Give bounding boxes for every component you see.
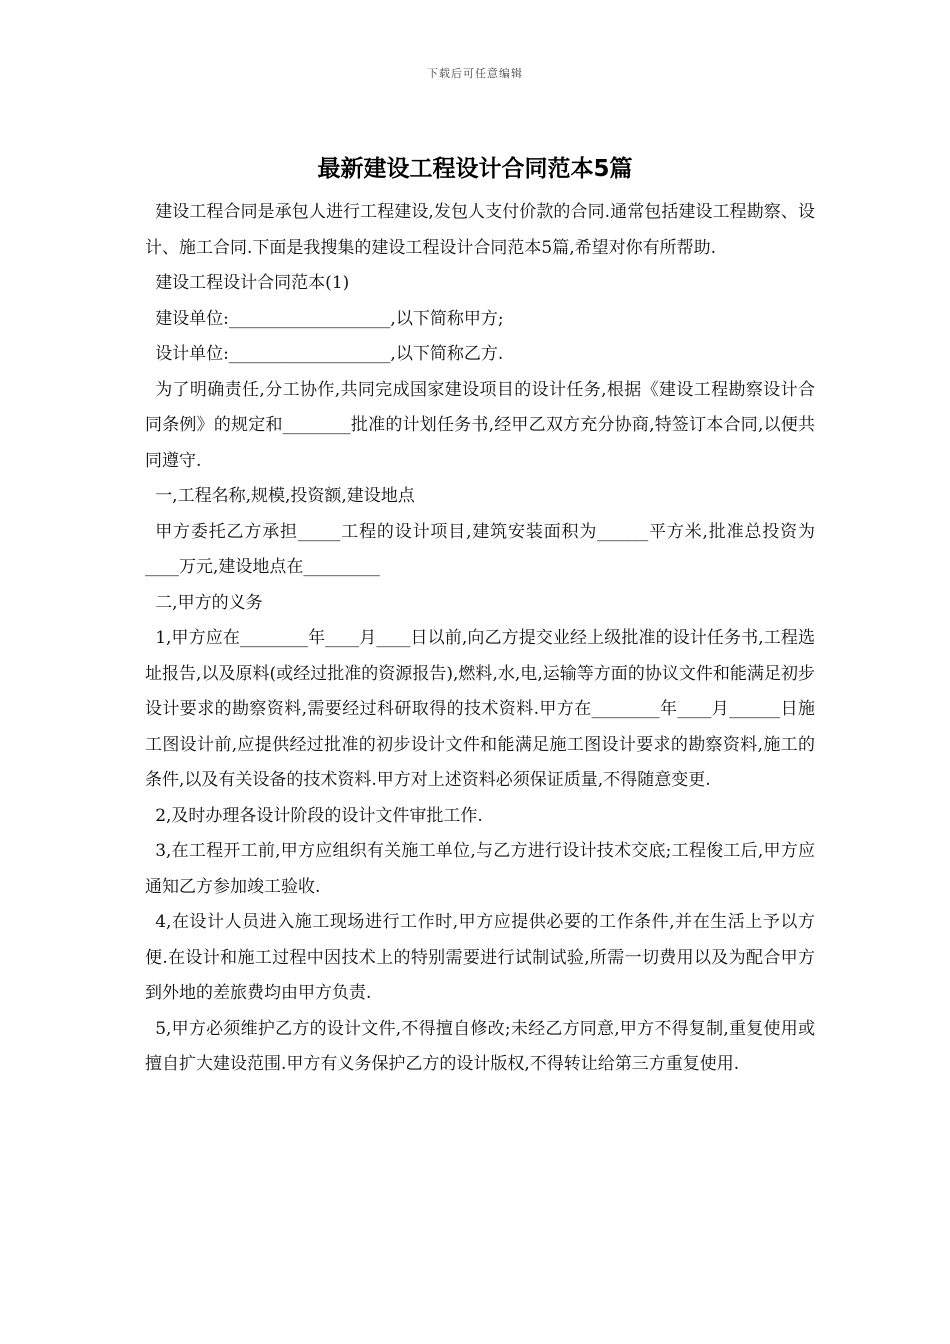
clause-3-paragraph: 3,在工程开工前,甲方应组织有关施工单位,与乙方进行设计技术交底;工程俊工后,甲方应通知乙方参加竣工验收. <box>145 841 815 897</box>
party-b-line: 设计单位:___________________,以下简称乙方. <box>155 344 504 364</box>
page-header-note: 下载后可任意编辑 <box>427 67 523 80</box>
clause-2-paragraph: 2,及时办理各设计阶段的设计文件审批工作. <box>155 805 483 826</box>
section-heading-2: 二,甲方的义务 <box>155 592 263 613</box>
contract-heading: 建设工程设计合同范本(1) <box>155 273 350 293</box>
clause-5-paragraph: 5,甲方必须维护乙方的设计文件,不得擅自修改;未经乙方同意,甲方不得复制,重复使用或擅自扩大建设范围.甲方有义务保护乙方的设计版权,不得转让给第三方重复使用. <box>145 1018 815 1074</box>
party-a-line: 建设单位:___________________,以下简称甲方; <box>155 308 504 329</box>
document-body <box>145 195 815 1083</box>
intro-paragraph: 建设工程合同是承包人进行工程建设,发包人支付价款的合同.通常包括建设工程勘察、设计、施工合同.下面是我搜集的建设工程设计合同范本5篇,希望对你有所帮助. <box>145 202 815 258</box>
section-heading-1: 一,工程名称,规模,投资额,建设地点 <box>155 486 415 506</box>
section-1-paragraph: 甲方委托乙方承担_____工程的设计项目,建筑安装面积为______平方米,批准总投资为____万元,建设地点在_________ <box>145 521 815 577</box>
document-title: 最新建设工程设计合同范本5篇 <box>317 156 633 182</box>
preamble-paragraph: 为了明确责任,分工协作,共同完成国家建设项目的设计任务,根据《建设工程勘察设计合同条例》的规定和________批准的计划任务书,经甲乙双方充分协商,特签订本合同,以便共同遵守. <box>145 379 815 471</box>
clause-1-paragraph: 1,甲方应在________年____月____日以前,向乙方提交业经上级批准的设计任务书,工程选址报告,以及原料(或经过批准的资源报告),燃料,水,电,运输等方面的协议文件和能满足初步设计要求的勘察资料,需要经过科研取得的技术资料.甲方在________年____月______日施工图设计前,应提供经过批准的初步设计文件和能满足施工图设计要求的勘察资料,施工的条件,以及有关设备的技术资料.甲方对上述资料必须保证质量,不得随意变更. <box>145 628 815 790</box>
clause-4-paragraph: 4,在设计人员进入施工现场进行工作时,甲方应提供必要的工作条件,并在生活上予以方便.在设计和施工过程中因技术上的特别需要进行试制试验,所需一切费用以及为配合甲方到外地的差旅费均由甲方负责. <box>145 912 815 1003</box>
